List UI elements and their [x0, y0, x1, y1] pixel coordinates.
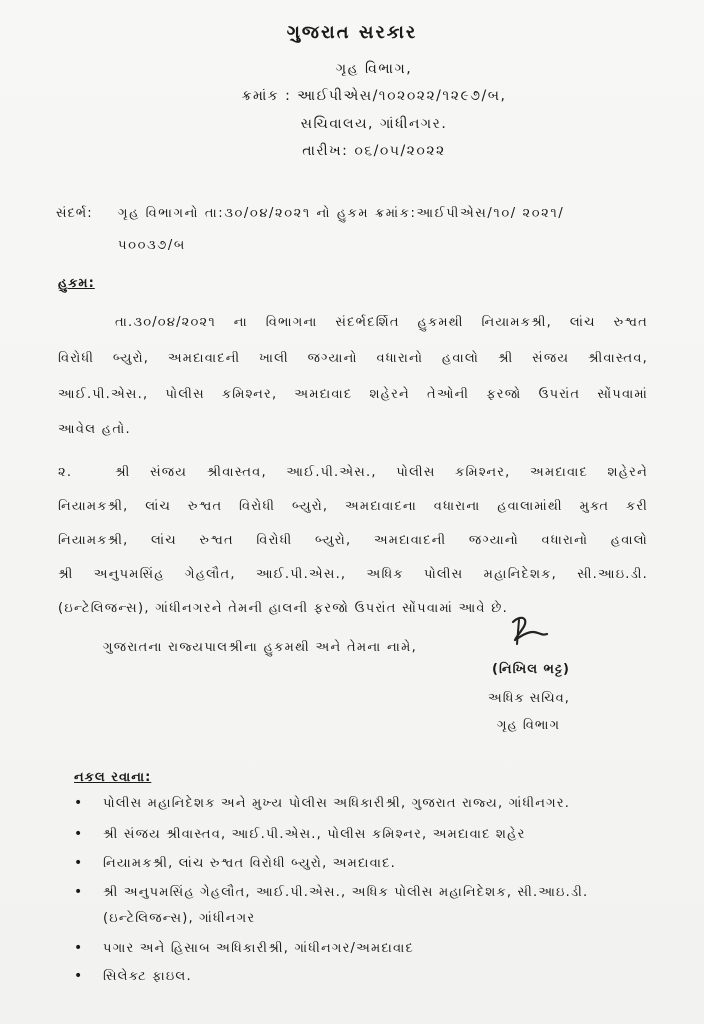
copy-recipient: સિલેક્ટ ફાઇલ.: [103, 969, 192, 984]
paragraph-2-number: ૨.: [58, 465, 73, 480]
signatory-designation: અધિક સચિવ,: [488, 691, 570, 706]
department-name: ગૃહ વિભાગ,: [335, 61, 413, 77]
paragraph-1-line: તા.૩૦/૦૪/૨૦૨૧ ના વિભાગના સંદર્ભદર્શિત હુકમથી નિયામકશ્રી, લાંચ રુશ્વત: [115, 315, 648, 330]
paragraph-1-line: આવેલ હતો.: [58, 422, 131, 437]
paragraph-2-line: (ઇન્ટેલિજન્સ), ગાંધીનગરને તેમની હાલની ફરજો ઉપરાંત સોંપવામાં આવે છે.: [58, 601, 509, 616]
list-bullet: •: [74, 795, 83, 811]
paragraph-2-line: શ્રી અનુપમસિંહ ગેહલૌત, આઈ.પી.એસ., અધિક પોલીસ મહાનિદેશક, સી.આઇ.ડી.: [58, 567, 648, 582]
list-bullet: •: [74, 940, 83, 956]
list-bullet: •: [74, 968, 83, 984]
copy-recipient: શ્રી સંજય શ્રીવાસ્તવ, આઈ.પી.એસ., પોલીસ કમિશ્નર, અમદાવાદ શહેર: [103, 827, 526, 842]
copy-recipient: નિયામકશ્રી, લાંચ રુશ્વત વિરોધી બ્યુરો, અમદાવાદ.: [103, 856, 396, 871]
paragraph-2-line: શ્રી સંજય શ્રીવાસ્તવ, આઈ.પી.એસ., પોલીસ કમિશ્નર, અમદાવાદ શહેરને: [115, 465, 648, 480]
governor-order-line: ગુજરાતના રાજ્યપાલશ્રીના હુકમથી અને તેમના નામે,: [103, 640, 418, 655]
paragraph-1-line: આઈ.પી.એસ., પોલીસ કમિશ્નર, અમદાવાદ શહેરને તેઓની ફરજો ઉપરાંત સોંપવામાં: [58, 387, 648, 402]
paragraph-2-line: નિયામકશ્રી, લાંચ રુશ્વત વિરોધી બ્યુરો, અમદાવાદના વધારાના હવાલામાંથી મુક્ત કરી: [58, 499, 648, 514]
order-heading: હુકમ:: [58, 276, 95, 291]
signatory-name: (નિખિલ ભટ્ટ): [492, 662, 570, 677]
copies-heading: નકલ રવાના:: [74, 770, 152, 785]
office-location: સચિવાલય, ગાંધીનગર.: [300, 116, 448, 132]
copy-recipient: શ્રી અનુપમસિંહ ગેહલૌત, આઈ.પી.એસ., અધિક પોલીસ મહાનિદેશક, સી.આઇ.ડી.: [103, 885, 589, 900]
copy-recipient: પોલીસ મહાનિદેશક અને મુખ્ય પોલીસ અધિકારીશ્રી, ગુજરાત રાજ્ય, ગાંધીનગર.: [103, 796, 571, 811]
reference-line-2: ૫૦૦૩૭/બ: [118, 238, 186, 253]
handwritten-signature: [505, 610, 555, 650]
order-date: તારીખ: ૦૬/૦૫/૨૦૨૨: [302, 143, 446, 159]
list-bullet: •: [74, 884, 83, 900]
copy-recipient-continued: (ઇન્ટેલિજન્સ), ગાંધીનગર: [103, 911, 256, 926]
signatory-department: ગૃહ વિભાગ: [497, 718, 560, 733]
paragraph-2-line: નિયામકશ્રી, લાંચ રુશ્વત વિરોધી બ્યુરો, અમદાવાદની જગ્યાનો વધારાનો હવાલો: [58, 533, 648, 548]
order-number: ક્રમાંક : આઈપીએસ/૧૦૨૦૨૨/૧૨૯૭/બ,: [241, 88, 507, 104]
list-bullet: •: [74, 826, 83, 842]
copy-recipient: પગાર અને હિસાબ અધિકારીશ્રી, ગાંધીનગર/અમદાવાદ: [103, 941, 414, 956]
reference-line-1: ગૃહ વિભાગનો તા:૩૦/૦૪/૨૦૨૧ નો હુકમ ક્રમાંક:આઈપીએસ/૧૦/ ૨૦૨૧/: [118, 206, 565, 221]
government-title: ગુજરાત સરકાર: [286, 22, 418, 43]
list-bullet: •: [74, 855, 83, 871]
paragraph-1-line: વિરોધી બ્યુરો, અમદાવાદની ખાલી જગ્યાનો વધારાનો હવાલો શ્રી સંજય શ્રીવાસ્તવ,: [58, 351, 648, 366]
reference-label: સંદર્ભ:: [56, 206, 93, 221]
